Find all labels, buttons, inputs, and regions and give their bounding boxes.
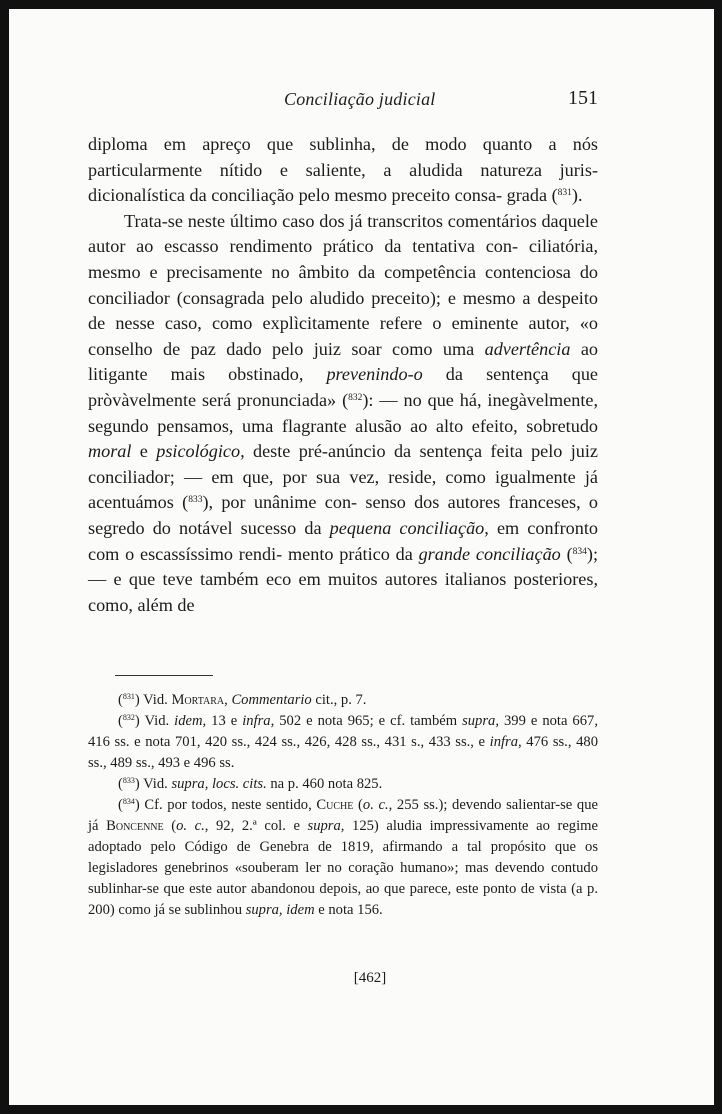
text-line: deste pré-anúncio xyxy=(244,441,386,462)
footnote-832: ($^{832}$) Vid. idem, 13 e infra, 502 e nota 965; e cf. também supra, 399 e nota 667, 416 ss. e nota 701, 420 ss., 424 ss., 426, 428 ss., 431 s., 433 ss., e infra, 476 ss., 480 ss., 489 ss., 493 e 496 ss. xyxy=(88,713,598,771)
text-line: e mesmo a despeito de nesse caso, como explìcitamente refere xyxy=(88,287,598,334)
footnote-number: 832 xyxy=(122,713,135,722)
italic-term: o. c., xyxy=(176,818,209,834)
italic-term: o. c., xyxy=(362,797,393,813)
italic-term: supra, xyxy=(462,713,499,729)
text-line: e xyxy=(131,441,157,462)
footnote-text: ( xyxy=(163,818,177,834)
author-name: Mortara xyxy=(171,692,225,708)
text-line: ): — no que xyxy=(362,389,454,410)
italic-term: infra, xyxy=(242,713,275,729)
text-line: o eminente autor, «o conselho de paz dado pelo juiz soar como xyxy=(88,313,598,359)
text-line: uma xyxy=(442,338,485,359)
text-line: sentença que pròvàvelmente será pronunciada» ( xyxy=(88,364,599,410)
body-text xyxy=(88,132,598,618)
text-line: senso dos autores franceses, o segredo do notável sucesso da xyxy=(88,492,599,538)
author-name: Boncenne xyxy=(106,818,164,834)
italic-term: idem, xyxy=(174,713,207,729)
text-line: contenciosa do conciliador (consagrada pelo aludido preceito); xyxy=(88,261,599,308)
footnote-text: 476 ss., 480 ss., 489 ss., 493 e 496 ss. xyxy=(88,734,598,771)
italic-term: supra, idem xyxy=(245,902,315,918)
footnote-831: ($^{831}$) Vid. Mortara, Commentario cit., p. 7. xyxy=(118,692,367,708)
paragraph-2 xyxy=(88,209,598,619)
footnote-number: 833 xyxy=(122,776,135,785)
text-line: ). xyxy=(571,185,583,206)
text-line: ao alto efeito, sobretudo xyxy=(410,415,599,436)
running-header xyxy=(88,89,598,113)
text-line: particularmente nítido e saliente, a aludida natureza juris- xyxy=(88,159,598,180)
italic-term: psicológico, xyxy=(156,441,245,462)
footnote-ref: 832 xyxy=(348,392,363,403)
italic-term: grande conciliação xyxy=(418,543,561,564)
footnote-number: 831 xyxy=(122,692,135,701)
author-name: Cuche xyxy=(316,797,354,813)
text-line: daquele autor ao escasso rendimento prático da tentativa con- xyxy=(88,210,599,257)
footnote-text: na p. 460 nota 825. xyxy=(266,776,383,792)
text-line: da sentença feita pelo juiz conciliador; — em que, por sua vez, xyxy=(88,441,599,487)
footnote-text: Vid. xyxy=(139,713,175,729)
footnote-ref: 831 xyxy=(557,188,572,199)
footnote-833: ($^{833}$) Vid. supra, locs. cits. na p. 460 nota 825. xyxy=(118,776,383,792)
text-line: diploma em apreço que sublinha, de modo quanto a nós xyxy=(88,134,598,154)
footnote-rule xyxy=(115,675,213,676)
text-line: Trata-se neste último caso dos já transcritos comentários xyxy=(124,210,537,231)
text-line: grada ( xyxy=(506,185,558,206)
footnote-text: e nota 156. xyxy=(314,902,383,918)
folio-number: [462] xyxy=(353,970,387,986)
work-title: Commentario xyxy=(231,692,312,708)
text-line: ); — e que teve também xyxy=(88,543,599,590)
text-line: há, inegàvelmente, segundo pensamos, uma flagrante alusão xyxy=(88,389,598,436)
footnote-text: 255 ss.); devendo salientar-se que já xyxy=(88,797,598,834)
text-line: mento prático da xyxy=(288,543,419,564)
footnote-text: 92, 2.ª col. e xyxy=(208,818,308,834)
footnote-ref: 833 xyxy=(188,495,203,506)
footnote-text: , xyxy=(224,692,232,708)
footnote-text: Cf. por todos, neste sentido, xyxy=(139,797,317,813)
italic-term: infra, xyxy=(489,734,522,750)
italic-term: pequena conciliação, xyxy=(329,517,489,538)
footnote-834: ($^{834}$) Cf. por todos, neste sentido, Cuche (o. c., 255 ss.); devendo salientar-se que já Boncenne (o. c., 92, 2.ª col. e supra, 125) aludia impressivamente ao regime adoptado pelo Código de Genebra de 1819, afirmando a tal propósito que os legisladores genebrinos «souberam ler no coração humano»; mas devendo contudo sublinhar-se que este autor abandonou depois, ao que parece, este ponto de vista (a p. 200) como já se sublinhou supra, idem e nota 156. xyxy=(88,797,598,918)
text-line: ( xyxy=(560,543,573,564)
footnote-text: 125) aludia impressivamente ao regime adoptado pelo Código de Genebra de 1819, afirmando a tal propósito que os legisladores genebrinos «souberam ler no coração humano»; mas devendo contudo sublinhar-se que este autor abandonou depois, ao que parece, este ponto de vista (a p. 200) como já se sublinhou xyxy=(88,818,598,918)
footnote-text: 502 e nota 965; e cf. também xyxy=(274,713,463,729)
footnote-text: 13 e xyxy=(206,713,243,729)
running-title: Conciliação judicial xyxy=(284,89,436,109)
footnotes xyxy=(88,690,598,921)
footnote-text: Vid. xyxy=(139,776,172,792)
footnote-ref: 834 xyxy=(572,546,587,557)
italic-term: prevenindo-o xyxy=(326,364,423,385)
footnote-text: cit., p. 7. xyxy=(311,692,367,708)
text-line: ), por unânime con- xyxy=(202,492,358,513)
footnote-text: 399 e nota 667, 416 ss. e nota 701, 420 ss., 424 ss., 426, 428 ss., 431 s., 433 ss., e xyxy=(88,713,598,750)
text-line: da xyxy=(422,364,463,385)
footnote-text: Vid. xyxy=(139,692,172,708)
italic-term: moral xyxy=(88,441,132,462)
paragraph-1 xyxy=(88,132,598,209)
italic-term: advertência xyxy=(484,338,571,359)
italic-term: supra, locs. cits. xyxy=(171,776,267,792)
text-line: dicionalística da conciliação pelo mesmo preceito consa- xyxy=(88,185,503,206)
text-line: ao litigante mais obstinado, xyxy=(88,338,599,385)
text-line: ciliatória, mesmo e precisamente no âmbito da competência xyxy=(88,236,598,282)
text-line: eco em muitos autores italianos posteriores, como, além de xyxy=(88,569,598,615)
text-line: reside, como igualmente já acentuámos ( xyxy=(88,466,599,513)
footnote-number: 834 xyxy=(122,797,135,806)
italic-term: supra, xyxy=(307,818,345,834)
page-number: 151 xyxy=(568,87,598,109)
footnote-text: ( xyxy=(353,797,363,813)
text-line: em confronto com o escassíssimo rendi- xyxy=(88,517,598,564)
